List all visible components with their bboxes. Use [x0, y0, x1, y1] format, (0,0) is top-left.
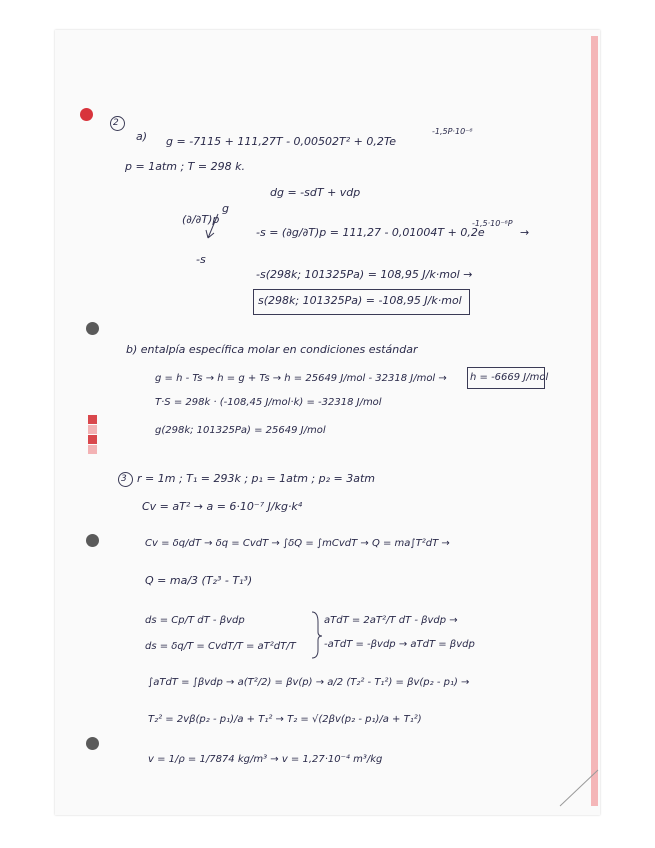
part-a-label: a)	[136, 130, 148, 143]
final-temperature: T₂² = 2vβ(p₂ - p₁)/a + T₁² → T₂ = √(2βv(p₂ - p₁)/a + T₁²)	[148, 714, 422, 725]
part-b-title: b) entalpía específica molar en condiciones estándar	[126, 343, 418, 356]
enthalpy-final: h = -6669 J/mol	[470, 372, 549, 383]
combined-relation-2: -aTdT = -βvdp → aTdT = βvdp	[324, 639, 475, 650]
arrow: →	[520, 226, 530, 239]
entropy-final: s(298k; 101325Pa) = -108,95 J/k·mol	[258, 294, 462, 307]
pointer-arrow	[206, 214, 218, 238]
system-brace	[312, 612, 322, 658]
gibbs-value: g(298k; 101325Pa) = 25649 J/mol	[155, 425, 326, 436]
entropy-relation-2: ds = δq/T = CvdT/T = aT²dT/T	[145, 641, 296, 652]
entropy-equation-exponent: -1,5·10⁻⁶P	[472, 219, 513, 228]
conditions-line: p = 1atm ; T = 298 k.	[125, 160, 245, 173]
entropy-equation: -s = (∂g/∂T)p = 111,27 - 0,01004T + 0,2e	[256, 226, 485, 239]
minus-s-label: -s	[196, 253, 206, 266]
entropy-value: -s(298k; 101325Pa) = 108,95 J/k·mol →	[256, 268, 473, 281]
heat-capacity-definition: Cv = aT² → a = 6·10⁻⁷ J/kg·k⁴	[142, 500, 303, 513]
dg-equation: dg = -sdT + vdp	[270, 186, 361, 199]
gibbs-equation: g = -7115 + 111,27T - 0,00502T² + 0,2Te	[166, 135, 396, 148]
given-data: r = 1m ; T₁ = 293k ; p₁ = 1atm ; p₂ = 3atm	[137, 472, 375, 485]
specific-volume: v = 1/ρ = 1/7874 kg/m³ → v = 1,27·10⁻⁴ m³/kg	[148, 754, 383, 765]
ts-product: T·S = 298k · (-108,45 J/mol·k) = -32318 J/mol	[155, 397, 382, 408]
partial-g-label: g	[222, 202, 229, 215]
partial-derivative-note: (∂/∂T)p	[182, 213, 220, 226]
heat-integral: Cv = δq/dT → δq = CvdT → ∫δQ = ∫mCvdT → Q = ma∫T²dT →	[145, 538, 450, 549]
gibbs-equation-exponent: -1,5P·10⁻⁶	[432, 127, 473, 136]
heat-result: Q = ma/3 (T₂³ - T₁³)	[145, 574, 253, 587]
item-number: 2	[113, 118, 119, 128]
enthalpy-equation: g = h - Ts → h = g + Ts → h = 25649 J/mol - 32318 J/mol →	[155, 373, 447, 384]
entropy-relation-1: ds = Cp/T dT - βvdp	[145, 615, 245, 626]
item-number: 3	[121, 474, 127, 484]
page-corner-fold	[560, 770, 598, 806]
combined-relation-1: aTdT = 2aT²/T dT - βvdp →	[324, 615, 458, 626]
integration-step: ∫aTdT = ∫βvdp → a(T²/2) = βv(p) → a/2 (T₂² - T₁²) = βv(p₂ - p₁) →	[148, 677, 470, 688]
